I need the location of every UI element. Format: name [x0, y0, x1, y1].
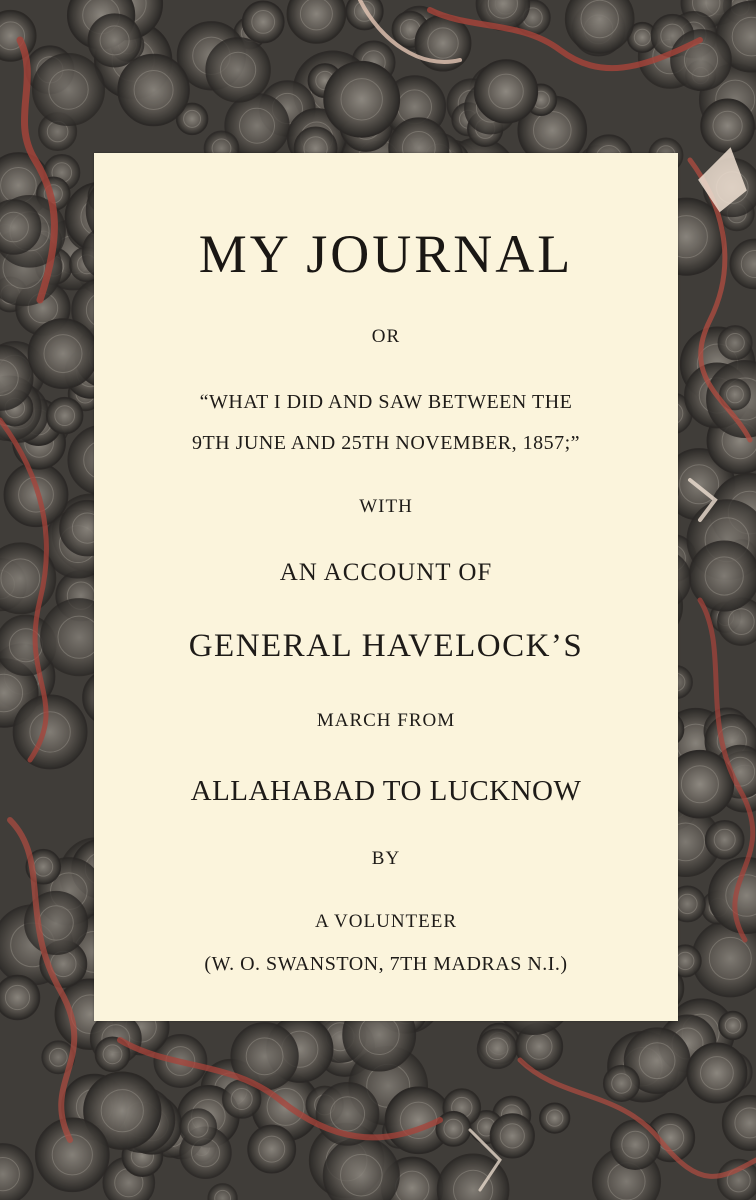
marble-cell: [243, 1, 284, 42]
marble-cell: [540, 1103, 570, 1133]
marble-cell: [13, 695, 86, 768]
marble-cell: [475, 60, 538, 123]
marble-cell: [718, 326, 752, 360]
marble-cell: [687, 1043, 747, 1103]
marble-cell: [604, 1066, 640, 1102]
marble-cell: [33, 54, 105, 126]
author-line-1: A VOLUNTEER: [314, 911, 458, 932]
marble-cell: [701, 99, 754, 152]
conjunction-or: OR: [371, 326, 401, 347]
conjunction-with: WITH: [359, 496, 413, 517]
subtitle-line-1: “WHAT I DID AND SAW BETWEEN THE: [199, 391, 573, 413]
route-heading: ALLAHABAD TO LUCKNOW: [190, 775, 582, 807]
subtitle-line-2: 9TH JUNE AND 25TH NOVEMBER, 1857;”: [191, 432, 581, 454]
marble-cell: [248, 1125, 295, 1172]
marble-cell: [180, 1109, 216, 1145]
marble-cell: [706, 821, 744, 859]
general-havelock-heading: GENERAL HAVELOCK’S: [188, 628, 584, 664]
marble-cell: [478, 1029, 517, 1068]
marble-cell: [36, 1118, 109, 1191]
marble-cell: [28, 319, 97, 388]
marble-cell: [0, 976, 40, 1020]
account-of-text: AN ACCOUNT OF: [279, 559, 493, 586]
title-label-panel: [94, 153, 678, 1021]
author-line-2: (W. O. SWANSTON, 7TH MADRAS N.I.): [204, 953, 568, 975]
by-text: BY: [371, 848, 401, 869]
marble-cell: [206, 38, 270, 102]
march-from-text: MARCH FROM: [316, 710, 456, 731]
marble-cell: [490, 1114, 534, 1158]
marble-cell: [436, 1112, 470, 1146]
marble-cell: [47, 398, 83, 434]
marble-cell: [118, 55, 189, 126]
marble-cell: [719, 1012, 747, 1040]
marble-cell: [324, 62, 399, 137]
marble-cell: [611, 1120, 660, 1169]
marble-cell: [88, 14, 141, 67]
book-title: MY JOURNAL: [198, 224, 574, 284]
